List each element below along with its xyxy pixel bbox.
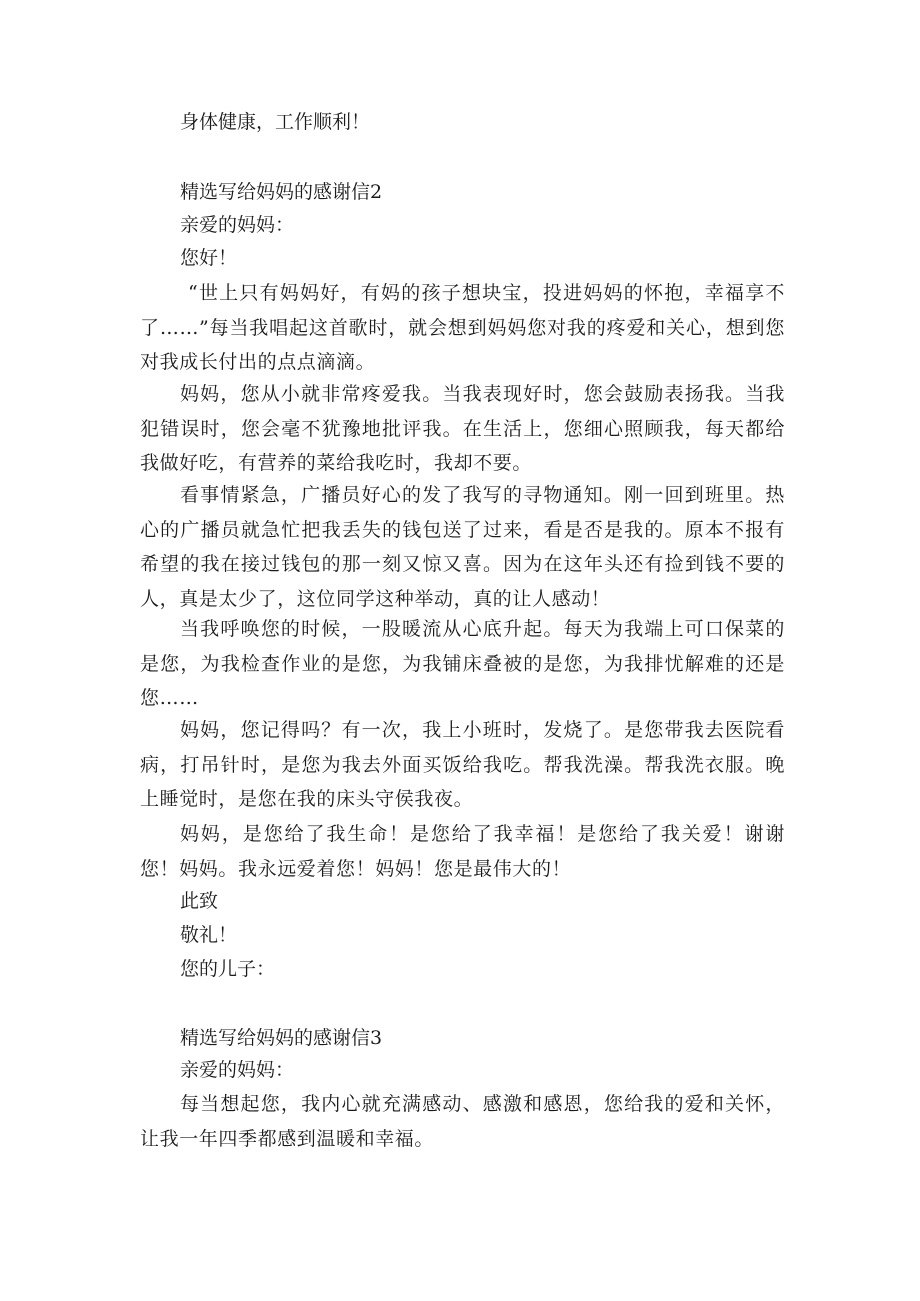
letter2-salutation: 亲爱的妈妈： xyxy=(180,214,295,236)
letter2-closing-cizhi: 此致 xyxy=(180,890,219,912)
letter3-salutation: 亲爱的妈妈： xyxy=(180,1059,295,1081)
letter2-paragraph-4: 当我呼唤您的时候，一股暖流从心底升起。每天为我端上可口保菜的是您，为我检查作业的是您，为我铺床叠被的是您，为我排忧解难的还是您…… xyxy=(140,618,785,709)
letter2-paragraph-3: 看事情紧急，广播员好心的发了我写的寻物通知。刚一回到班里。热心的广播员就急忙把我丢失的钱包送了过来，看是否是我的。原本不报有希望的我在接过钱包的那一刻又惊又喜。因为在这年头还有捡到钱不要的人，真是太少了，这位同学这种举动，真的让人感动！ xyxy=(140,484,785,610)
letter2-closing-jingli: 敬礼！ xyxy=(180,924,238,946)
letter3-title: 精选写给妈妈的感谢信3 xyxy=(180,1027,383,1049)
letter2-title: 精选写给妈妈的感谢信2 xyxy=(180,181,383,203)
letter3-paragraph-1: 每当想起您，我内心就充满感动、感激和感恩，您给我的爱和关怀，让我一年四季都感到温暖和幸福。 xyxy=(140,1093,785,1150)
previous-letter-closing: 身体健康，工作顺利！ xyxy=(180,111,371,133)
letter2-signature: 您的儿子： xyxy=(180,958,276,980)
letter2-paragraph-2: 妈妈，您从小就非常疼爱我。当我表现好时，您会鼓励表扬我。当我犯错误时，您会毫不犹豫地批评我。在生活上，您细心照顾我，每天都给我做好吃，有营养的菜给我吃时，我却不要。 xyxy=(140,383,785,474)
letter2-paragraph-6: 妈妈，是您给了我生命！是您给了我幸福！是您给了我关爱！谢谢您！妈妈。我永远爱着您！妈妈！您是最伟大的！ xyxy=(140,823,785,880)
letter2-greeting: 您好！ xyxy=(180,247,238,269)
letter2-paragraph-5: 妈妈，您记得吗？有一次，我上小班时，发烧了。是您带我去医院看病，打吊针时，是您为我去外面买饭给我吃。帮我洗澡。帮我洗衣服。晚上睡觉时，是您在我的床头守侯我夜。 xyxy=(140,719,785,810)
letter2-paragraph-1: “世上只有妈妈好，有妈的孩子想块宝，投进妈妈的怀抱，幸福享不了……”每当我唱起这首歌时，就会想到妈妈您对我的疼爱和关心，想到您对我成长付出的点点滴滴。 xyxy=(140,282,785,373)
